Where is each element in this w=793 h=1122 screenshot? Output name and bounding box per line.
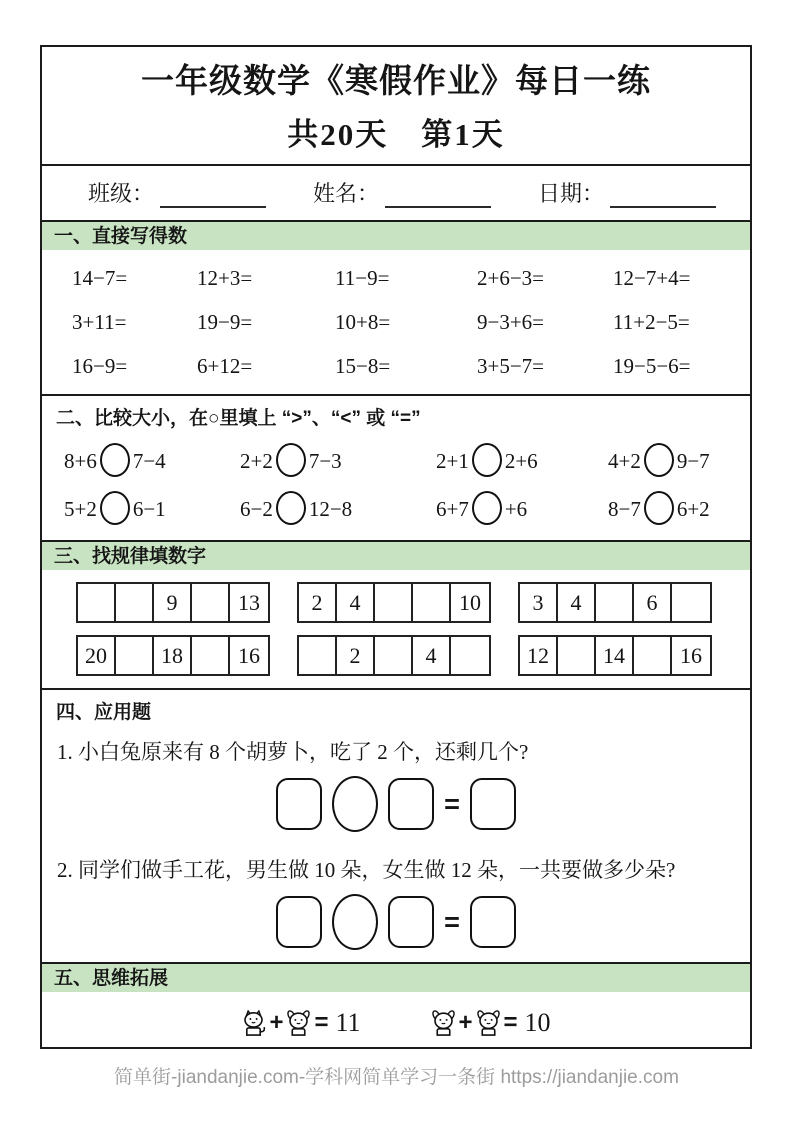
pattern-cell[interactable]	[192, 637, 230, 674]
right-expression: 7−3	[308, 449, 342, 473]
calc-expression: 12+3=	[197, 265, 253, 290]
comparison-circle[interactable]	[100, 443, 130, 477]
pattern-cell[interactable]	[299, 637, 337, 674]
calc-expression: 6+12=	[197, 353, 253, 378]
pattern-cell[interactable]	[558, 637, 596, 674]
calc-expression: 16−9=	[72, 353, 128, 378]
class-input-line[interactable]	[160, 184, 266, 208]
pattern-cell[interactable]	[116, 637, 154, 674]
left-expression: 2+2	[240, 449, 273, 473]
name-input-line[interactable]	[385, 184, 491, 208]
pattern-group	[76, 635, 270, 676]
page-subtitle: 共20天 第1天	[287, 117, 505, 152]
pattern-cell[interactable]	[413, 584, 451, 621]
calc-expression: 10+8=	[335, 309, 391, 334]
pattern-cell: 13	[238, 589, 260, 615]
right-expression: 2+6	[504, 449, 538, 473]
section5-header: 五、思维拓展	[42, 962, 750, 992]
right-expression: 12−8	[308, 497, 353, 521]
calc-expression: 19−5−6=	[613, 353, 691, 378]
pattern-row	[42, 582, 750, 623]
right-expression: +6	[504, 497, 528, 521]
answer-box[interactable]	[276, 778, 322, 830]
answer-box[interactable]	[470, 896, 516, 948]
equation-result: 11	[335, 1008, 361, 1037]
left-expression: 8−7	[608, 497, 641, 521]
cmp-row	[64, 484, 750, 532]
comparison-circle[interactable]	[276, 491, 306, 525]
calc-row	[72, 344, 750, 388]
pattern-cell: 16	[238, 642, 260, 668]
calc-expression: 11+2−5=	[613, 309, 690, 334]
comparison-circle[interactable]	[644, 443, 674, 477]
left-expression: 4+2	[608, 449, 641, 473]
watermark-footer: 简单街-jiandanjie.com-学科网简单学习一条街 https://jiandanjie.com	[114, 1067, 679, 1088]
comparison-item	[608, 491, 750, 525]
left-expression: 5+2	[64, 497, 97, 521]
pattern-cell: 20	[78, 637, 116, 674]
worksheet-page	[40, 45, 752, 1049]
pattern-cell: 6	[634, 584, 672, 621]
pattern-group	[297, 582, 491, 623]
date-label: 日期：	[538, 181, 605, 206]
name-field	[313, 177, 491, 208]
calc-expression: 3+11=	[72, 309, 127, 334]
comparison-item	[64, 443, 240, 477]
page-title: 一年级数学《寒假作业》每日一练	[141, 64, 651, 100]
pattern-group	[518, 582, 712, 623]
pattern-cell: 12	[520, 637, 558, 674]
pattern-cell[interactable]	[375, 637, 413, 674]
comparison-item	[240, 491, 436, 525]
right-expression: 9−7	[676, 449, 710, 473]
calc-expression: 3+5−7=	[477, 353, 545, 378]
calc-expression: 15−8=	[335, 353, 391, 378]
section5-content	[42, 992, 750, 1049]
pattern-cell[interactable]	[634, 637, 672, 674]
equation-result: 10	[524, 1008, 551, 1037]
dog-icon	[476, 1009, 501, 1038]
comparison-item	[608, 443, 750, 477]
comparison-item	[240, 443, 436, 477]
class-label: 班级：	[88, 181, 155, 206]
pattern-cell: 18	[154, 637, 192, 674]
pattern-cell[interactable]	[451, 637, 489, 674]
calc-expression: 9−3+6=	[477, 309, 545, 334]
pattern-cell: 16	[680, 642, 702, 668]
student-info-row	[42, 166, 750, 220]
pattern-cell[interactable]	[192, 584, 230, 621]
answer-shapes-row-2	[42, 894, 750, 950]
plus-sign: +	[269, 1009, 284, 1036]
equals-sign: =	[444, 906, 460, 937]
calc-expression: 19−9=	[197, 309, 253, 334]
left-expression: 8+6	[64, 449, 97, 473]
pattern-cell: 10	[459, 589, 481, 615]
operator-circle[interactable]	[332, 776, 378, 832]
calc-expression: 14−7=	[72, 265, 128, 290]
pattern-cell: 9	[154, 584, 192, 621]
section3-header: 三、找规律填数字	[42, 540, 750, 570]
comparison-circle[interactable]	[276, 443, 306, 477]
date-input-line[interactable]	[610, 184, 716, 208]
class-field	[88, 177, 266, 208]
left-expression: 2+1	[436, 449, 469, 473]
right-expression: 6−1	[132, 497, 166, 521]
pattern-cell[interactable]	[78, 584, 116, 621]
comparison-circle[interactable]	[472, 443, 502, 477]
comparison-circle[interactable]	[644, 491, 674, 525]
pattern-group	[297, 635, 491, 676]
animal-equations	[42, 1008, 750, 1038]
left-expression: 6−2	[240, 497, 273, 521]
calc-row	[72, 300, 750, 344]
calc-row	[72, 256, 750, 300]
pattern-cell: 4	[558, 584, 596, 621]
pattern-cell: 2	[337, 637, 375, 674]
answer-shapes-row-1	[42, 776, 750, 832]
answer-box[interactable]	[388, 896, 434, 948]
cat-icon	[241, 1009, 266, 1038]
left-expression: 6+7	[436, 497, 469, 521]
answer-box[interactable]	[388, 778, 434, 830]
section2-header: 二、比较大小，在○里填上 “>”、“<” 或 “=”	[42, 394, 750, 432]
date-field	[538, 177, 716, 208]
pattern-cell[interactable]	[672, 584, 710, 621]
comparison-item	[436, 491, 608, 525]
pattern-cell[interactable]	[375, 584, 413, 621]
dog-icon	[286, 1009, 311, 1038]
title-block	[42, 47, 750, 166]
comparison-item	[436, 443, 608, 477]
pattern-cell[interactable]	[596, 584, 634, 621]
pattern-group	[518, 635, 712, 676]
name-label: 姓名：	[313, 181, 380, 206]
section1-header: 一、直接写得数	[42, 220, 750, 250]
section3-patterns	[42, 582, 750, 676]
section1-problems	[42, 250, 750, 394]
right-expression: 7−4	[132, 449, 166, 473]
section4-header: 四、应用题	[42, 688, 750, 726]
pattern-cell: 4	[413, 637, 451, 674]
cmp-row	[64, 436, 750, 484]
right-expression: 6+2	[676, 497, 710, 521]
word-problem-2: 2. 同学们做手工花，男生做 10 朵，女生做 12 朵，一共要做多少朵?	[57, 858, 676, 882]
equals-sign: =	[503, 1009, 518, 1036]
dog-icon	[431, 1009, 456, 1038]
pattern-cell[interactable]	[116, 584, 154, 621]
pattern-cell: 2	[299, 584, 337, 621]
pattern-cell: 3	[520, 584, 558, 621]
comparison-circle[interactable]	[100, 491, 130, 525]
comparison-item	[64, 491, 240, 525]
answer-box[interactable]	[470, 778, 516, 830]
pattern-group	[76, 582, 270, 623]
calc-expression: 2+6−3=	[477, 265, 545, 290]
plus-sign: +	[458, 1009, 473, 1036]
pattern-cell: 14	[596, 637, 634, 674]
equals-sign: =	[444, 788, 460, 819]
answer-box[interactable]	[276, 896, 322, 948]
calc-expression: 12−7+4=	[613, 265, 691, 290]
equals-sign: =	[314, 1009, 329, 1036]
operator-circle[interactable]	[332, 894, 378, 950]
word-problem-1: 1. 小白兔原来有 8 个胡萝卜，吃了 2 个，还剩几个?	[57, 740, 529, 764]
section2-problems	[42, 432, 750, 540]
comparison-circle[interactable]	[472, 491, 502, 525]
pattern-cell: 4	[337, 584, 375, 621]
pattern-row	[42, 635, 750, 676]
calc-expression: 11−9=	[335, 265, 390, 290]
